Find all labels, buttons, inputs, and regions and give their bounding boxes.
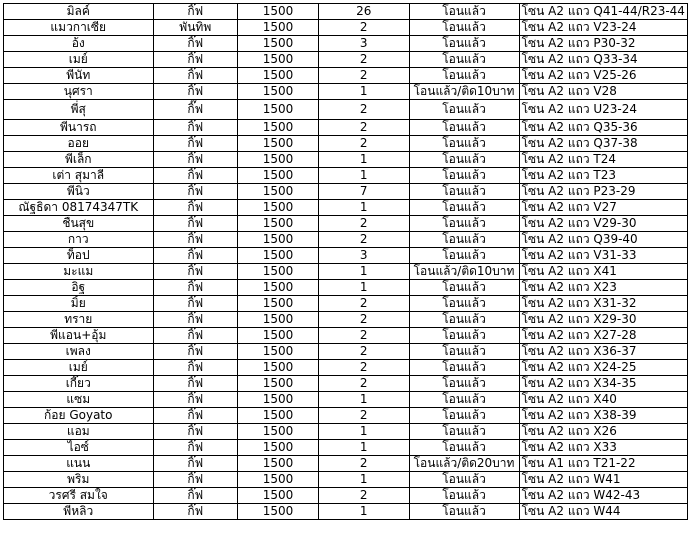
table-row	[4, 52, 688, 68]
cell-zone[interactable]: โซน A2 แถว V23-24	[519, 20, 687, 36]
cell-zone[interactable]: โซน A2 แถว Q33-34	[519, 52, 687, 68]
cell-status[interactable]: โอนแล้ว	[409, 296, 519, 312]
cell-price[interactable]: 1500	[238, 120, 319, 136]
cell-price[interactable]: 1500	[238, 84, 319, 100]
table-row	[4, 504, 688, 520]
cell-name[interactable]: เกี๊ยว	[4, 376, 154, 392]
cell-name[interactable]: แมวกาเซีย	[4, 20, 154, 36]
cell-quantity[interactable]: 1	[318, 264, 409, 280]
table-row	[4, 376, 688, 392]
cell-quantity[interactable]: 1	[318, 424, 409, 440]
cell-status[interactable]: โอนแล้ว	[409, 408, 519, 424]
cell-zone[interactable]: โซน A2 แถว W41	[519, 472, 687, 488]
cell-zone[interactable]: โซน A2 แถว X24-25	[519, 360, 687, 376]
cell-category[interactable]: กิ๊ฟ	[153, 100, 238, 120]
table-row	[4, 36, 688, 52]
cell-zone[interactable]: โซน A2 แถว Q37-38	[519, 136, 687, 152]
table-row	[4, 424, 688, 440]
cell-status[interactable]: โอนแล้ว	[409, 4, 519, 20]
cell-name[interactable]: นุศรา	[4, 84, 154, 100]
table-row	[4, 488, 688, 504]
cell-category[interactable]: กิ๊ฟ	[153, 424, 238, 440]
cell-status[interactable]: โอนแล้ว	[409, 328, 519, 344]
cell-quantity[interactable]: 1	[318, 168, 409, 184]
cell-status[interactable]: โอนแล้ว	[409, 312, 519, 328]
cell-status[interactable]: โอนแล้ว	[409, 392, 519, 408]
cell-name[interactable]: กาว	[4, 232, 154, 248]
table-row	[4, 408, 688, 424]
cell-zone[interactable]: โซน A2 แถว X33	[519, 440, 687, 456]
cell-quantity[interactable]: 2	[318, 20, 409, 36]
cell-category[interactable]: กิ๊ฟ	[153, 264, 238, 280]
cell-quantity[interactable]: 1	[318, 504, 409, 520]
cell-price[interactable]: 1500	[238, 184, 319, 200]
cell-zone[interactable]: โซน A2 แถว V27	[519, 200, 687, 216]
cell-status[interactable]: โอนแล้ว	[409, 424, 519, 440]
cell-name[interactable]: เต่า สุมาลี	[4, 168, 154, 184]
cell-quantity[interactable]: 26	[318, 4, 409, 20]
cell-status[interactable]: โอนแล้ว	[409, 120, 519, 136]
cell-price[interactable]: 1500	[238, 200, 319, 216]
cell-zone[interactable]: โซน A2 แถว P30-32	[519, 36, 687, 52]
cell-category[interactable]: กิ๊ฟ	[153, 440, 238, 456]
table-row	[4, 68, 688, 84]
cell-zone[interactable]: โซน A2 แถว T23	[519, 168, 687, 184]
cell-status[interactable]: โอนแล้ว	[409, 216, 519, 232]
table-row	[4, 280, 688, 296]
cell-name[interactable]: แอม	[4, 424, 154, 440]
cell-status[interactable]: โอนแล้ว	[409, 472, 519, 488]
cell-quantity[interactable]: 2	[318, 456, 409, 472]
cell-status[interactable]: โอนแล้ว	[409, 68, 519, 84]
cell-status[interactable]: โอนแล้ว	[409, 280, 519, 296]
cell-name[interactable]: แนน	[4, 456, 154, 472]
table-row	[4, 456, 688, 472]
cell-quantity[interactable]: 2	[318, 136, 409, 152]
cell-zone[interactable]: โซน A2 แถว X27-28	[519, 328, 687, 344]
cell-category[interactable]: กิ๊ฟ	[153, 456, 238, 472]
cell-quantity[interactable]: 1	[318, 440, 409, 456]
cell-price[interactable]: 1500	[238, 68, 319, 84]
cell-price[interactable]: 1500	[238, 360, 319, 376]
cell-category[interactable]: กิ๊ฟ	[153, 360, 238, 376]
cell-category[interactable]: กิ๊ฟ	[153, 152, 238, 168]
cell-quantity[interactable]: 2	[318, 68, 409, 84]
table-row	[4, 216, 688, 232]
cell-price[interactable]: 1500	[238, 232, 319, 248]
cell-zone[interactable]: โซน A2 แถว V31-33	[519, 248, 687, 264]
cell-status[interactable]: โอนแล้ว	[409, 52, 519, 68]
cell-status[interactable]: โอนแล้ว	[409, 504, 519, 520]
cell-zone[interactable]: โซน A1 แถว T21-22	[519, 456, 687, 472]
table-row	[4, 472, 688, 488]
cell-category[interactable]: กิ๊ฟ	[153, 184, 238, 200]
cell-category[interactable]: กิ๊ฟ	[153, 200, 238, 216]
cell-zone[interactable]: โซน A2 แถว U23-24	[519, 100, 687, 120]
cell-name[interactable]: ท็อป	[4, 248, 154, 264]
cell-name[interactable]: ทราย	[4, 312, 154, 328]
cell-quantity[interactable]: 2	[318, 216, 409, 232]
cell-name[interactable]: เพลง	[4, 344, 154, 360]
cell-status[interactable]: โอนแล้ว	[409, 360, 519, 376]
cell-category[interactable]: กิ๊ฟ	[153, 344, 238, 360]
cell-price[interactable]: 1500	[238, 36, 319, 52]
cell-price[interactable]: 1500	[238, 424, 319, 440]
cell-price[interactable]: 1500	[238, 456, 319, 472]
cell-quantity[interactable]: 1	[318, 392, 409, 408]
cell-zone[interactable]: โซน A2 แถว P23-29	[519, 184, 687, 200]
cell-status[interactable]: โอนแล้ว	[409, 36, 519, 52]
cell-status[interactable]: โอนแล้ว/ติด10บาท	[409, 84, 519, 100]
cell-zone[interactable]: โซน A2 แถว X29-30	[519, 312, 687, 328]
cell-category[interactable]: กิ๊ฟ	[153, 216, 238, 232]
table-row	[4, 168, 688, 184]
cell-price[interactable]: 1500	[238, 296, 319, 312]
cell-category[interactable]: กิ๊ฟ	[153, 296, 238, 312]
cell-quantity[interactable]: 3	[318, 248, 409, 264]
cell-category[interactable]: กิ๊ฟ	[153, 280, 238, 296]
cell-name[interactable]: พริม	[4, 472, 154, 488]
cell-status[interactable]: โอนแล้ว	[409, 168, 519, 184]
table-row	[4, 100, 688, 120]
cell-category[interactable]: กิ๊ฟ	[153, 504, 238, 520]
table-row	[4, 184, 688, 200]
cell-quantity[interactable]: 2	[318, 408, 409, 424]
table-row	[4, 4, 688, 20]
cell-zone[interactable]: โซน A2 แถว X36-37	[519, 344, 687, 360]
cell-quantity[interactable]: 2	[318, 360, 409, 376]
table-row	[4, 248, 688, 264]
cell-name[interactable]: พี่นิว	[4, 184, 154, 200]
cell-category[interactable]: กิ๊ฟ	[153, 68, 238, 84]
cell-zone[interactable]: โซน A2 แถว W42-43	[519, 488, 687, 504]
cell-status[interactable]: โอนแล้ว	[409, 136, 519, 152]
cell-status[interactable]: โอนแล้ว	[409, 152, 519, 168]
cell-name[interactable]: มิลค์	[4, 4, 154, 20]
cell-quantity[interactable]: 1	[318, 84, 409, 100]
cell-category[interactable]: กิ๊ฟ	[153, 312, 238, 328]
cell-quantity[interactable]: 2	[318, 328, 409, 344]
table-row	[4, 344, 688, 360]
cell-status[interactable]: โอนแล้ว	[409, 440, 519, 456]
cell-quantity[interactable]: 2	[318, 52, 409, 68]
table-row	[4, 392, 688, 408]
cell-name[interactable]: อิฐ	[4, 280, 154, 296]
cell-status[interactable]: โอนแล้ว	[409, 200, 519, 216]
cell-name[interactable]: พี่แอน+อุ้ม	[4, 328, 154, 344]
table-row	[4, 440, 688, 456]
cell-category[interactable]: กิ๊ฟ	[153, 232, 238, 248]
cell-zone[interactable]: โซน A2 แถว X31-32	[519, 296, 687, 312]
table-row	[4, 296, 688, 312]
cell-category[interactable]: กิ๊ฟ	[153, 328, 238, 344]
cell-price[interactable]: 1500	[238, 52, 319, 68]
cell-price[interactable]: 1500	[238, 136, 319, 152]
cell-name[interactable]: พี่เล็ก	[4, 152, 154, 168]
cell-price[interactable]: 1500	[238, 264, 319, 280]
cell-name[interactable]: พี่หลิว	[4, 504, 154, 520]
table-row	[4, 84, 688, 100]
cell-quantity[interactable]: 2	[318, 312, 409, 328]
cell-zone[interactable]: โซน A2 แถว W44	[519, 504, 687, 520]
cell-zone[interactable]: โซน A2 แถว X26	[519, 424, 687, 440]
cell-category[interactable]: กิ๊ฟ	[153, 84, 238, 100]
cell-category[interactable]: กิ๊ฟ	[153, 392, 238, 408]
cell-zone[interactable]: โซน A2 แถว X23	[519, 280, 687, 296]
cell-price[interactable]: 1500	[238, 392, 319, 408]
cell-category[interactable]: กิ๊ฟ	[153, 136, 238, 152]
cell-name[interactable]: ณัฐธิดา 08174347TK	[4, 200, 154, 216]
cell-name[interactable]: พี่นัท	[4, 68, 154, 84]
cell-zone[interactable]: โซน A2 แถว T24	[519, 152, 687, 168]
cell-price[interactable]: 1500	[238, 312, 319, 328]
cell-category[interactable]: กิ๊ฟ	[153, 376, 238, 392]
cell-price[interactable]: 1500	[238, 504, 319, 520]
cell-price[interactable]: 1500	[238, 152, 319, 168]
cell-zone[interactable]: โซน A2 แถว V25-26	[519, 68, 687, 84]
cell-name[interactable]: ไอซ์	[4, 440, 154, 456]
table-row	[4, 328, 688, 344]
cell-category[interactable]: พันทิพ	[153, 20, 238, 36]
cell-category[interactable]: กิ๊ฟ	[153, 408, 238, 424]
cell-quantity[interactable]: 2	[318, 376, 409, 392]
cell-name[interactable]: มะแม	[4, 264, 154, 280]
cell-price[interactable]: 1500	[238, 328, 319, 344]
cell-category[interactable]: กิ๊ฟ	[153, 488, 238, 504]
table-row	[4, 312, 688, 328]
cell-category[interactable]: กิ๊ฟ	[153, 52, 238, 68]
cell-status[interactable]: โอนแล้ว	[409, 376, 519, 392]
cell-quantity[interactable]: 7	[318, 184, 409, 200]
cell-quantity[interactable]: 1	[318, 472, 409, 488]
cell-quantity[interactable]: 2	[318, 232, 409, 248]
cell-price[interactable]: 1500	[238, 280, 319, 296]
cell-name[interactable]: แซม	[4, 392, 154, 408]
cell-category[interactable]: กิ๊ฟ	[153, 248, 238, 264]
cell-name[interactable]: เมย์	[4, 52, 154, 68]
table-row	[4, 120, 688, 136]
cell-zone[interactable]: โซน A2 แถว X34-35	[519, 376, 687, 392]
cell-status[interactable]: โอนแล้ว	[409, 248, 519, 264]
cell-status[interactable]: โอนแล้ว	[409, 20, 519, 36]
table-row	[4, 360, 688, 376]
cell-price[interactable]: 1500	[238, 408, 319, 424]
cell-quantity[interactable]: 2	[318, 344, 409, 360]
cell-status[interactable]: โอนแล้ว/ติด20บาท	[409, 456, 519, 472]
cell-name[interactable]: ก้อย Goyato	[4, 408, 154, 424]
cell-quantity[interactable]: 1	[318, 280, 409, 296]
cell-name[interactable]: ชื่นสุข	[4, 216, 154, 232]
table-row	[4, 200, 688, 216]
cell-quantity[interactable]: 1	[318, 200, 409, 216]
table-row	[4, 232, 688, 248]
cell-quantity[interactable]: 2	[318, 100, 409, 120]
cell-name[interactable]: พี่นารถ	[4, 120, 154, 136]
cell-status[interactable]: โอนแล้ว	[409, 100, 519, 120]
cell-name[interactable]: เมย์	[4, 360, 154, 376]
cell-name[interactable]: มิ้ย	[4, 296, 154, 312]
cell-category[interactable]: กิ๊ฟ	[153, 36, 238, 52]
cell-category[interactable]: กิ๊ฟ	[153, 168, 238, 184]
cell-zone[interactable]: โซน A2 แถว Q35-36	[519, 120, 687, 136]
cell-category[interactable]: กิ๊ฟ	[153, 4, 238, 20]
cell-price[interactable]: 1500	[238, 4, 319, 20]
cell-price[interactable]: 1500	[238, 100, 319, 120]
cell-name[interactable]: วรศรี สมใจ	[4, 488, 154, 504]
cell-category[interactable]: กิ๊ฟ	[153, 472, 238, 488]
table-row	[4, 152, 688, 168]
cell-status[interactable]: โอนแล้ว	[409, 184, 519, 200]
cell-quantity[interactable]: 3	[318, 36, 409, 52]
cell-name[interactable]: อ้ง	[4, 36, 154, 52]
cell-quantity[interactable]: 1	[318, 152, 409, 168]
cell-status[interactable]: โอนแล้ว/ติด10บาท	[409, 264, 519, 280]
cell-zone[interactable]: โซน A2 แถว X38-39	[519, 408, 687, 424]
cell-price[interactable]: 1500	[238, 20, 319, 36]
cell-zone[interactable]: โซน A2 แถว X41	[519, 264, 687, 280]
cell-price[interactable]: 1500	[238, 440, 319, 456]
cell-zone[interactable]: โซน A2 แถว X40	[519, 392, 687, 408]
table-row	[4, 20, 688, 36]
cell-zone[interactable]: โซน A2 แถว V29-30	[519, 216, 687, 232]
cell-status[interactable]: โอนแล้ว	[409, 488, 519, 504]
cell-status[interactable]: โอนแล้ว	[409, 232, 519, 248]
cell-price[interactable]: 1500	[238, 376, 319, 392]
cell-zone[interactable]: โซน A2 แถว V28	[519, 84, 687, 100]
cell-quantity[interactable]: 2	[318, 488, 409, 504]
cell-quantity[interactable]: 2	[318, 120, 409, 136]
table-body	[4, 4, 688, 520]
cell-name[interactable]: ออย	[4, 136, 154, 152]
cell-zone[interactable]: โซน A2 แถว Q41-44/R23-44	[519, 4, 687, 20]
cell-status[interactable]: โอนแล้ว	[409, 344, 519, 360]
cell-price[interactable]: 1500	[238, 488, 319, 504]
cell-price[interactable]: 1500	[238, 248, 319, 264]
table-row	[4, 136, 688, 152]
booking-table	[3, 3, 688, 520]
table-row	[4, 264, 688, 280]
cell-category[interactable]: กิ๊ฟ	[153, 120, 238, 136]
cell-price[interactable]: 1500	[238, 216, 319, 232]
cell-zone[interactable]: โซน A2 แถว Q39-40	[519, 232, 687, 248]
cell-name[interactable]: พี่สุ	[4, 100, 154, 120]
cell-price[interactable]: 1500	[238, 472, 319, 488]
cell-price[interactable]: 1500	[238, 168, 319, 184]
cell-quantity[interactable]: 2	[318, 296, 409, 312]
cell-price[interactable]: 1500	[238, 344, 319, 360]
